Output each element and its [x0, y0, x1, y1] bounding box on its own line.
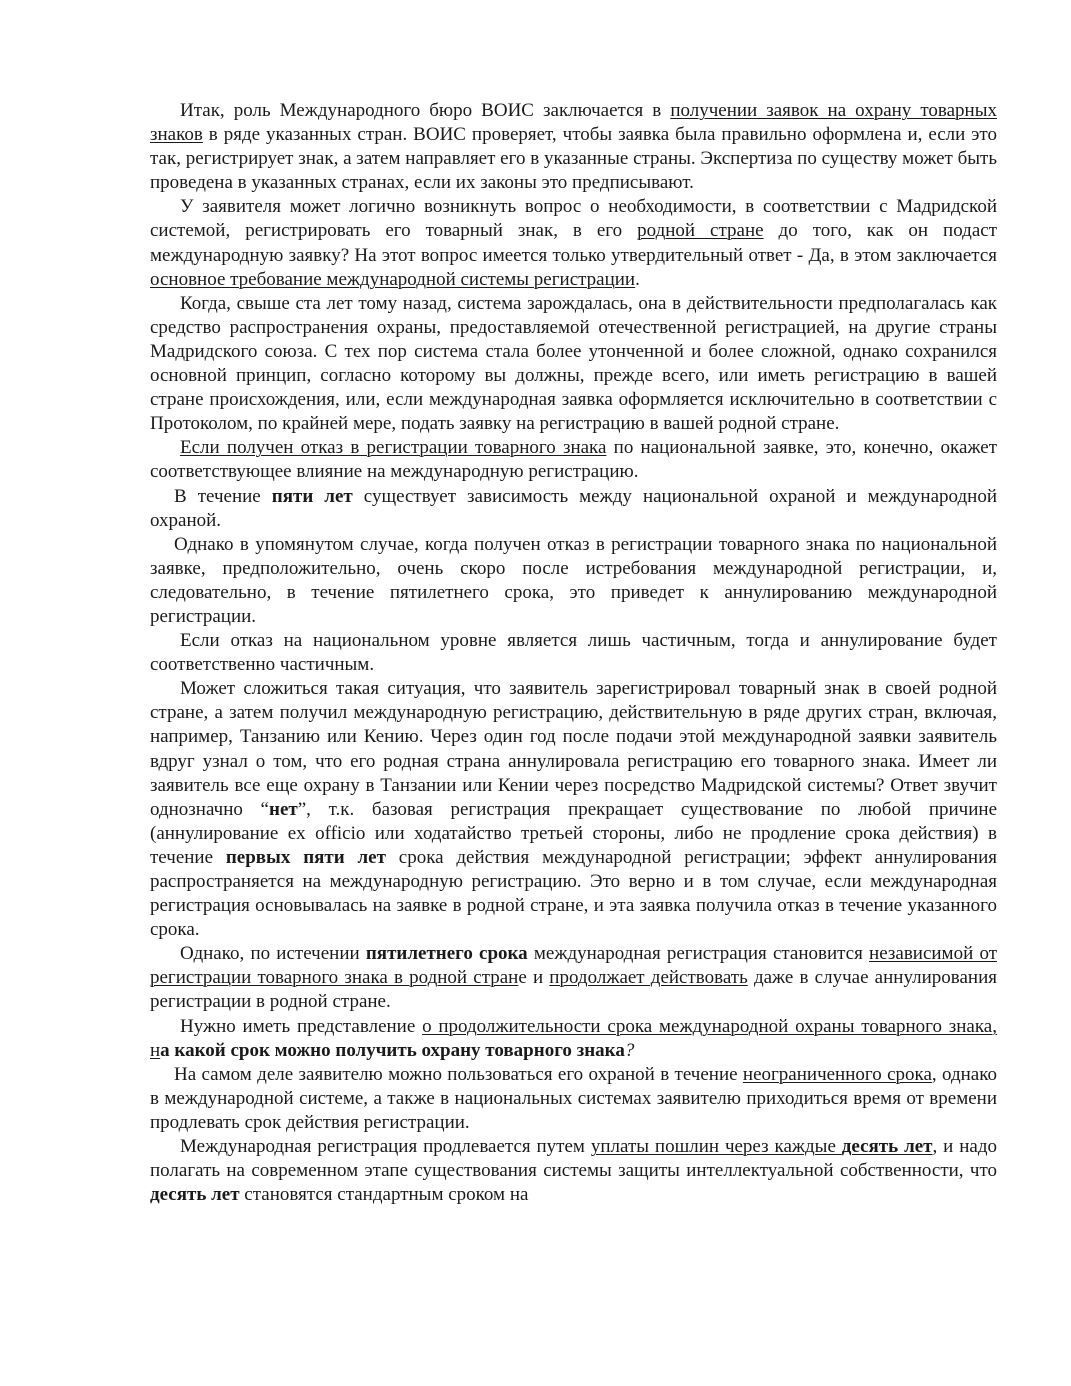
underlined-text: независимой от регистрации товарного знака в родной стран: [150, 943, 997, 989]
text: , однако в международной системе, а также в национальных системах заявителю приходиться время от времени продлевать срок действия регистрации.: [150, 1063, 997, 1133]
text: до того, как он подаст международную заявку? На этот вопрос имеется только утвердительный ответ - Да, в этом заключается: [150, 220, 998, 266]
bold-text: первых пяти лет: [225, 846, 386, 868]
paragraph-8: [150, 677, 997, 942]
bold-text: десять лет: [150, 1184, 240, 1206]
text: Нужно иметь представление: [180, 1015, 423, 1037]
text: срока действия международной регистрации; эффект аннулирования распространяется на международную регистрацию. Это верно и в том случае, если международная регистрация основывалась на заявке в родной стране, и эта заявка получила отказ в течение указанного срока.: [150, 846, 997, 941]
text: У заявителя может логично возникнуть вопрос о необходимости, в соответствии с Мадридской системой, регистрировать его товарный знак, в его: [150, 196, 997, 242]
text: Итак, роль Международного бюро ВОИС заключается в: [180, 100, 671, 121]
text: , и надо полагать на современном этапе существования системы защиты интеллектуальной собственности, что: [150, 1136, 997, 1182]
italic-text: ?: [624, 1039, 635, 1061]
paragraph-12: [150, 1135, 997, 1207]
underlined-text: основное требование международной системы регистрации: [150, 268, 636, 290]
paragraph-1: [150, 99, 997, 195]
paragraph-10: [150, 1015, 997, 1063]
bold-text: пятилетнего срока: [365, 943, 528, 965]
text: е и: [518, 967, 550, 989]
bold-text: а какой срок можно получить охрану товарного знака: [160, 1039, 625, 1061]
paragraph-9: [150, 942, 997, 1014]
text: по национальной заявке, это, конечно, окажет соответствующее влияние на международную регистрацию.: [150, 437, 997, 483]
paragraph-4: [150, 436, 997, 484]
underlined-text: продолжает действовать: [549, 967, 748, 989]
text: Когда, свыше ста лет тому назад, система зарождалась, она в действительности предполагалась как средство распространения охраны, предоставляемой отечественной регистрацией, на другие страны Мадридского союза. С тех пор система стала более утонченной и более сложной, однако сохранился основной принцип, согласно которому вы должны, прежде всего, или иметь регистрацию в вашей стране происхождения, или, если международная заявка оформляется исключительно в соответствии с Протоколом, по крайней мере, подать заявку на регистрацию в вашей родной стране.: [150, 292, 997, 435]
text: В течение: [174, 485, 272, 507]
text: ”, т.к. базовая регистрация прекращает существование по любой причине (аннулирование ex officio или ходатайство третьей стороны, либо не продление срока действия) в течение: [150, 798, 998, 868]
text: .: [635, 268, 640, 290]
underlined-text: Если получен отказ в регистрации товарного знака: [180, 437, 607, 459]
underlined-text: получении заявок на охрану товарных знаков: [150, 100, 997, 146]
bold-text: нет: [269, 798, 298, 820]
underlined-text: неограниченного срока: [742, 1063, 932, 1085]
text: даже в случае аннулирования регистрации в родной стране.: [150, 967, 997, 1013]
text: международная регистрация становится: [527, 943, 870, 965]
text: Однако в упомянутом случае, когда получен отказ в регистрации товарного знака по национальной заявке, предположительно, очень скоро после истребования международной регистрации, и, следовательно, в течение пятилетнего срока, это приведет к аннулированию международной регистрации.: [150, 533, 997, 627]
paragraph-11: [150, 1063, 997, 1135]
text: Однако, по истечении: [180, 943, 366, 965]
bold-text: пяти лет: [271, 485, 353, 507]
text: становятся стандартным сроком на: [239, 1184, 529, 1206]
text: На самом деле заявителю можно пользоваться его охраной в течение: [174, 1063, 743, 1085]
document-page: [150, 99, 997, 1207]
paragraph-3: [150, 292, 997, 437]
text: Если отказ на национальном уровне является лишь частичным, тогда и аннулирование будет соответственно частичным.: [150, 630, 997, 676]
underlined-text: уплаты пошлин через каждые: [590, 1136, 842, 1158]
paragraph-6: [150, 533, 997, 629]
text: в ряде указанных стран. ВОИС проверяет, чтобы заявка была правильно оформлена и, если это так, регистрирует знак, а затем направляет его в указанные страны. Экспертиза по существу может быть проведена в указанных странах, если их законы это предписывают.: [150, 124, 997, 194]
text: существует зависимость между национальной охраной и международной охраной.: [150, 485, 997, 531]
underlined-text: о продолжительности срока международной охраны товарного знака, н: [150, 1015, 997, 1061]
bold-underlined-text: десять лет: [841, 1136, 933, 1158]
underlined-text: родной стране: [637, 220, 764, 242]
text: Международная регистрация продлевается путем: [180, 1136, 591, 1158]
paragraph-7: [150, 629, 997, 677]
text: Может сложиться такая ситуация, что заявитель зарегистрировал товарный знак в своей родной стране, а затем получил международную регистрацию, действительную в ряде других стран, включая, например, Танзанию или Кению. Через один год после подачи этой международной заявки заявитель вдруг узнал о том, что его родная страна аннулировала регистрацию его товарного знака. Имеет ли заявитель все еще охрану в Танзании или Кении через посредство Мадридской системы? Ответ звучит однозначно “: [150, 678, 997, 820]
paragraph-5: [150, 485, 997, 533]
paragraph-2: [150, 195, 997, 291]
